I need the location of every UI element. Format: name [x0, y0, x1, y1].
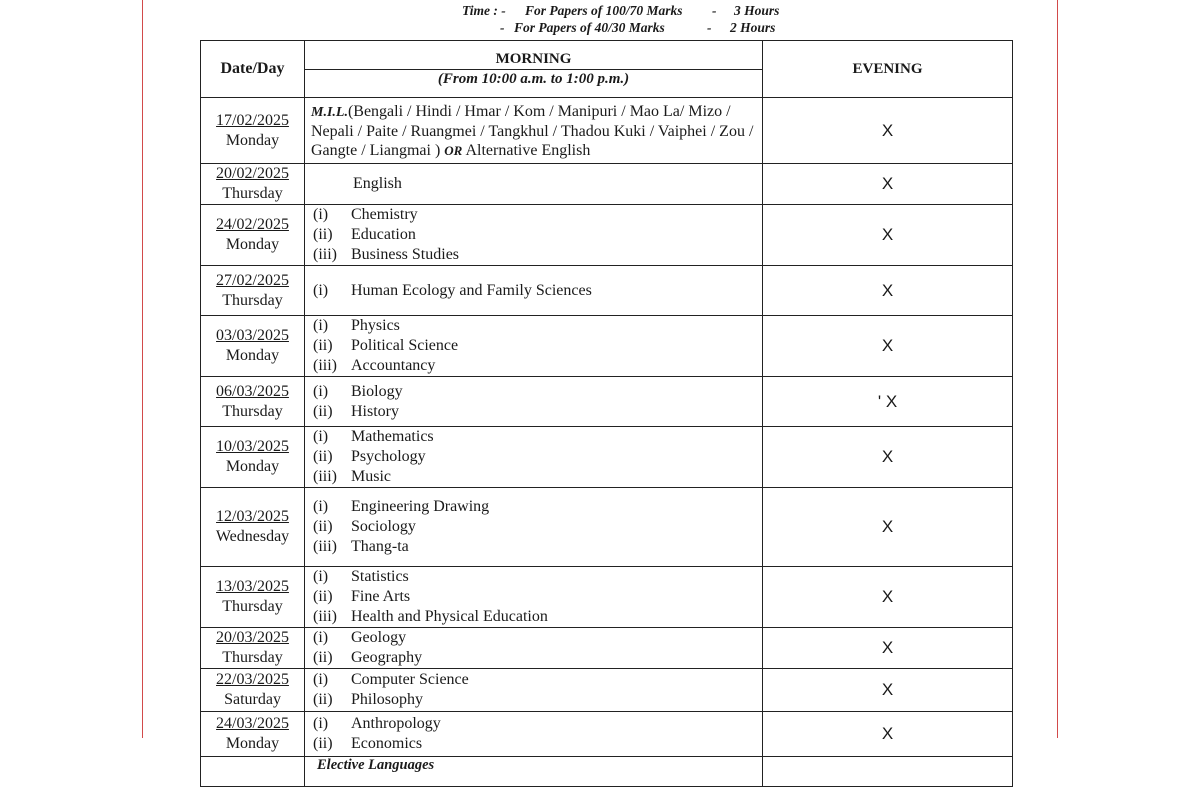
table-row [201, 266, 1013, 316]
time-papers-1: For Papers of 100/70 Marks [525, 3, 683, 18]
subject-name: Thang-ta [351, 538, 409, 555]
mil-languages: (Bengali / Hindi / Hmar / Kom / Manipuri / Mao La/ Mizo / Nepali / Paite / Ruangmei / Tangkhul / Thadou Kuki / Vaiphei / Zou / Gangte / Liangmai ) [311, 102, 754, 159]
exam-day: Thursday [222, 598, 283, 615]
time-duration-2: 2 Hours [730, 20, 776, 35]
subject-line [313, 714, 762, 734]
evening-cell: X [763, 266, 1013, 316]
table-row [201, 567, 1013, 628]
exam-day: Thursday [222, 649, 283, 666]
exam-day: Monday [225, 347, 280, 364]
exam-date: 17/02/2025 [216, 111, 289, 129]
subject-number: (ii) [313, 735, 333, 752]
subject-line [313, 587, 762, 607]
table-row [201, 669, 1013, 712]
subject-number: (iii) [313, 538, 337, 555]
subject-number: (ii) [313, 402, 333, 420]
subjects-cell [305, 567, 763, 628]
header-morning-cell [305, 41, 763, 98]
subject-line [313, 245, 762, 265]
exam-day: Monday [225, 236, 280, 253]
subject-name: Music [351, 468, 391, 485]
subject-name: Psychology [351, 448, 426, 465]
subject-number: (ii) [313, 226, 333, 243]
subjects-cell [305, 488, 763, 567]
evening-cell: X [763, 316, 1013, 377]
exam-day: Wednesday [215, 528, 290, 545]
subject-line [313, 427, 762, 447]
subject-line [313, 734, 762, 754]
table-row [201, 427, 1013, 488]
subject-name: Sociology [351, 518, 416, 535]
subject-line [313, 447, 762, 467]
evening-cell: X [763, 427, 1013, 488]
exam-date: 06/03/2025 [216, 382, 289, 400]
subject-number: (i) [313, 715, 329, 732]
subject-number: (ii) [313, 649, 333, 666]
evening-cell: ' X [763, 377, 1013, 427]
evening-cell: X [763, 567, 1013, 628]
exam-date: 22/03/2025 [216, 671, 289, 688]
exam-date: 13/03/2025 [216, 578, 289, 595]
date-cell [201, 164, 305, 205]
subjects-cell [305, 427, 763, 488]
date-cell [201, 712, 305, 757]
subject-line [313, 648, 762, 668]
subject-name: Accountancy [351, 357, 436, 374]
subject-number: (iii) [313, 608, 337, 625]
subject-name: Physics [351, 317, 400, 334]
evening-cell: X [763, 98, 1013, 164]
subjects-cell [305, 377, 763, 427]
date-cell [201, 266, 305, 316]
subject-name: Fine Arts [351, 588, 411, 605]
subject-name: Business Studies [351, 246, 460, 263]
exam-date: 12/03/2025 [216, 508, 289, 525]
date-cell [201, 669, 305, 712]
header-morning: MORNING [495, 50, 572, 67]
subjects-cell [305, 205, 763, 266]
subjects-cell [305, 628, 763, 669]
evening-cell: X [763, 628, 1013, 669]
subject-number: (i) [313, 281, 329, 299]
evening-cell: X [763, 488, 1013, 567]
evening-cell-empty [763, 757, 1013, 787]
subject-number: (iii) [313, 357, 337, 374]
subject-name: Philosophy [351, 691, 424, 708]
exam-date: 20/02/2025 [216, 165, 289, 182]
subject-number: (iii) [313, 468, 337, 485]
subject-line [313, 517, 762, 537]
subject-line [313, 402, 762, 422]
date-cell [201, 628, 305, 669]
exam-day: Thursday [222, 291, 283, 309]
page-border-right [1057, 0, 1058, 738]
exam-day: Thursday [222, 185, 283, 202]
exam-day: Saturday [224, 691, 281, 708]
exam-day: Monday [225, 735, 280, 752]
subject-number: (ii) [313, 518, 333, 535]
subject-line [313, 537, 762, 557]
exam-date: 24/03/2025 [216, 715, 289, 732]
evening-cell: X [763, 712, 1013, 757]
table-row [201, 164, 1013, 205]
elective-languages-heading: Elective Languages [305, 757, 763, 787]
subject-line [313, 205, 762, 225]
subject-line [313, 628, 762, 648]
subject-number: (i) [313, 498, 329, 515]
subject-name: Computer Science [351, 671, 469, 688]
exam-day: Thursday [222, 402, 283, 420]
date-cell [201, 488, 305, 567]
table-row [201, 712, 1013, 757]
subject-name: Geology [351, 629, 407, 646]
date-cell [201, 98, 305, 164]
subject-number: (i) [313, 317, 329, 334]
subjects-cell [305, 266, 763, 316]
subject-name: Human Ecology and Family Sciences [351, 281, 592, 299]
subject-number: (i) [313, 428, 329, 445]
subject-line [313, 356, 762, 376]
subject-name: Chemistry [351, 206, 418, 223]
table-row [201, 628, 1013, 669]
subject-number: (i) [313, 671, 329, 688]
subject-number: (i) [313, 568, 329, 585]
subject-name: Education [351, 226, 416, 243]
subject-number: (ii) [313, 337, 333, 354]
subject-name: Engineering Drawing [351, 498, 490, 515]
table-row [201, 316, 1013, 377]
exam-day: Monday [225, 131, 280, 149]
table-row [201, 98, 1013, 164]
date-cell [201, 316, 305, 377]
exam-date: 24/02/2025 [216, 216, 289, 233]
mil-subject-cell [305, 98, 763, 164]
mil-alternative: Alternative English [465, 141, 591, 159]
subject-number: (i) [313, 382, 329, 400]
exam-date: 27/02/2025 [216, 271, 289, 289]
exam-day: Monday [225, 458, 280, 475]
time-prefix-2: - [500, 20, 505, 35]
subject-line [313, 497, 762, 517]
date-cell [201, 567, 305, 628]
subject-number: (ii) [313, 448, 333, 465]
subject-line [313, 281, 762, 301]
subject-line [313, 316, 762, 336]
subject-name: Economics [351, 735, 423, 752]
table-row-elective [201, 757, 1013, 787]
subject-line [313, 382, 762, 402]
subject-name: Biology [351, 382, 403, 400]
subject-name: Health and Physical Education [351, 608, 548, 625]
table-row [201, 488, 1013, 567]
date-cell-empty [201, 757, 305, 787]
date-cell [201, 427, 305, 488]
time-duration-1: 3 Hours [734, 3, 780, 18]
subject-line [313, 690, 762, 710]
subject-name: Anthropology [351, 715, 441, 732]
subject-number: (iii) [313, 246, 337, 263]
exam-date: 10/03/2025 [216, 438, 289, 455]
subject-name: Geography [351, 649, 423, 666]
subject-name: Mathematics [351, 428, 434, 445]
subject-name: Statistics [351, 568, 409, 585]
mil-or: OR [444, 142, 463, 158]
time-label: Time : - [462, 3, 506, 18]
subject-line [313, 670, 762, 690]
time-papers-2: For Papers of 40/30 Marks [514, 20, 665, 35]
subject-number: (ii) [313, 588, 333, 605]
time-dash-2: - [707, 20, 712, 35]
date-cell [201, 205, 305, 266]
subjects-cell [305, 316, 763, 377]
subject-line [313, 225, 762, 245]
evening-cell: X [763, 669, 1013, 712]
evening-cell: X [763, 205, 1013, 266]
header-evening: EVENING [763, 41, 1013, 98]
table-row [201, 205, 1013, 266]
schedule-table-wrapper [200, 40, 1012, 773]
date-cell [201, 377, 305, 427]
subject-english: English [305, 164, 763, 205]
subjects-cell [305, 712, 763, 757]
subject-name: History [351, 402, 399, 420]
mil-prefix: M.I.L. [311, 104, 348, 120]
table-row [201, 377, 1013, 427]
subject-name: Political Science [351, 337, 459, 354]
subject-number: (i) [313, 629, 329, 646]
subject-number: (i) [313, 206, 329, 223]
exam-date: 20/03/2025 [216, 629, 289, 646]
page-border-left [142, 0, 143, 738]
header-date: Date/Day [201, 41, 305, 98]
subject-number: (ii) [313, 691, 333, 708]
exam-date: 03/03/2025 [216, 327, 289, 344]
time-dash-1: - [712, 3, 717, 18]
header-morning-time: (From 10:00 a.m. to 1:00 p.m.) [305, 69, 762, 89]
subject-line [313, 467, 762, 487]
evening-cell: X [763, 164, 1013, 205]
subject-line [313, 607, 762, 627]
subject-line [313, 567, 762, 587]
schedule-table [200, 40, 1013, 787]
subjects-cell [305, 669, 763, 712]
subject-line [313, 336, 762, 356]
